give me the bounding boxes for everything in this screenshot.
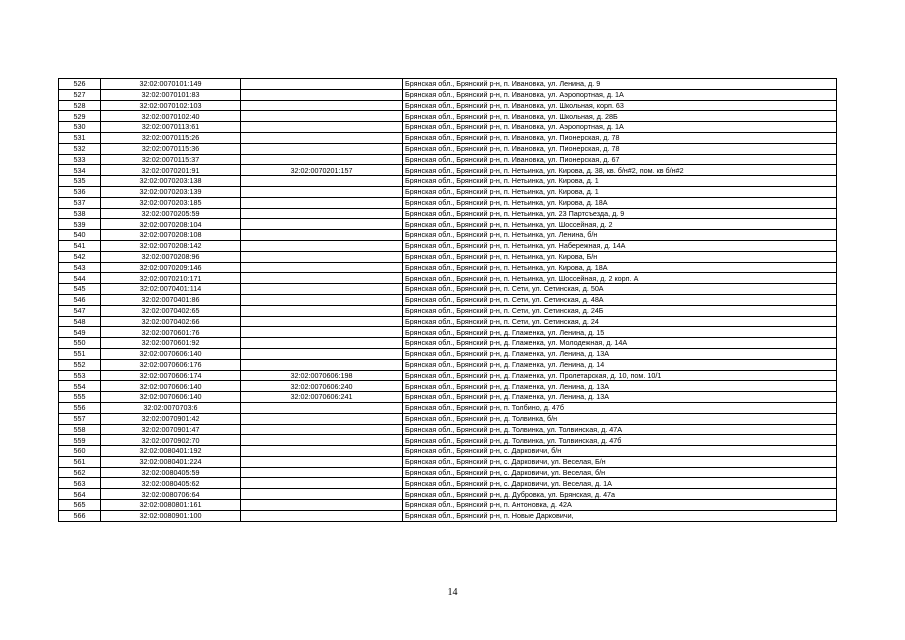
- address-cell: Брянская обл., Брянский р-н, д. Толвинка, б/н: [403, 413, 837, 424]
- row-number-cell: 564: [59, 489, 101, 500]
- row-number-cell: 541: [59, 240, 101, 251]
- address-cell: Брянская обл., Брянский р-н, п. Сети, ул. Сетинская, д. 24: [403, 316, 837, 327]
- related-cadastral-number-cell: [241, 176, 403, 187]
- related-cadastral-number-cell: [241, 478, 403, 489]
- cadastral-number-cell: 32:02:0070601:76: [101, 327, 241, 338]
- row-number-cell: 553: [59, 370, 101, 381]
- related-cadastral-number-cell: [241, 132, 403, 143]
- row-number-cell: 556: [59, 402, 101, 413]
- cadastral-number-cell: 32:02:0070203:139: [101, 186, 241, 197]
- related-cadastral-number-cell: [241, 251, 403, 262]
- row-number-cell: 558: [59, 424, 101, 435]
- cadastral-number-cell: 32:02:0070101:83: [101, 89, 241, 100]
- row-number-cell: 536: [59, 186, 101, 197]
- address-cell: Брянская обл., Брянский р-н, п. Сети, ул. Сетинская, д. 50А: [403, 284, 837, 295]
- table-row: [59, 273, 837, 284]
- address-cell: Брянская обл., Брянский р-н, с. Дарковичи, б/н: [403, 446, 837, 457]
- address-cell: Брянская обл., Брянский р-н, п. Сети, ул. Сетинская, д. 24Б: [403, 305, 837, 316]
- cadastral-number-cell: 32:02:0080405:62: [101, 478, 241, 489]
- cadastral-number-cell: 32:02:0070606:140: [101, 381, 241, 392]
- cadastral-number-cell: 32:02:0070601:92: [101, 338, 241, 349]
- table-row: [59, 294, 837, 305]
- row-number-cell: 561: [59, 456, 101, 467]
- table-row: [59, 489, 837, 500]
- table-row: [59, 392, 837, 403]
- row-number-cell: 542: [59, 251, 101, 262]
- address-cell: Брянская обл., Брянский р-н, д. Глаженка, ул. Ленина, д. 13А: [403, 348, 837, 359]
- cadastral-number-cell: 32:02:0070901:42: [101, 413, 241, 424]
- table-row: [59, 327, 837, 338]
- related-cadastral-number-cell: 32:02:0070606:198: [241, 370, 403, 381]
- cadastral-number-cell: 32:02:0070606:140: [101, 348, 241, 359]
- related-cadastral-number-cell: 32:02:0070606:240: [241, 381, 403, 392]
- row-number-cell: 563: [59, 478, 101, 489]
- row-number-cell: 551: [59, 348, 101, 359]
- cadastral-number-cell: 32:02:0080401:192: [101, 446, 241, 457]
- cadastral-number-cell: 32:02:0070102:103: [101, 100, 241, 111]
- cadastral-number-cell: 32:02:0080405:59: [101, 467, 241, 478]
- cadastral-number-cell: 32:02:0070201:91: [101, 165, 241, 176]
- address-cell: Брянская обл., Брянский р-н, п. Сети, ул. Сетинская, д. 48А: [403, 294, 837, 305]
- related-cadastral-number-cell: [241, 402, 403, 413]
- table-row: [59, 111, 837, 122]
- table-row: [59, 456, 837, 467]
- address-cell: Брянская обл., Брянский р-н, п. Нетьинка, ул. Кирова, д. 1: [403, 186, 837, 197]
- cadastral-number-cell: 32:02:0070401:86: [101, 294, 241, 305]
- related-cadastral-number-cell: [241, 338, 403, 349]
- row-number-cell: 539: [59, 219, 101, 230]
- table-row: [59, 381, 837, 392]
- related-cadastral-number-cell: [241, 262, 403, 273]
- table-row: [59, 262, 837, 273]
- row-number-cell: 566: [59, 510, 101, 521]
- row-number-cell: 548: [59, 316, 101, 327]
- row-number-cell: 532: [59, 143, 101, 154]
- row-number-cell: 559: [59, 435, 101, 446]
- table-row: [59, 154, 837, 165]
- table-row: [59, 305, 837, 316]
- related-cadastral-number-cell: [241, 456, 403, 467]
- table-row: [59, 165, 837, 176]
- table-row: [59, 208, 837, 219]
- cadastral-number-cell: 32:02:0070208:96: [101, 251, 241, 262]
- row-number-cell: 544: [59, 273, 101, 284]
- table-row: [59, 478, 837, 489]
- table-row: [59, 132, 837, 143]
- cadastral-number-cell: 32:02:0070208:142: [101, 240, 241, 251]
- row-number-cell: 557: [59, 413, 101, 424]
- related-cadastral-number-cell: [241, 111, 403, 122]
- related-cadastral-number-cell: [241, 143, 403, 154]
- row-number-cell: 554: [59, 381, 101, 392]
- address-cell: Брянская обл., Брянский р-н, д. Толвинка, ул. Толвинская, д. 47А: [403, 424, 837, 435]
- address-cell: Брянская обл., Брянский р-н, п. Нетьинка, ул. Кирова, д. 1: [403, 176, 837, 187]
- address-cell: Брянская обл., Брянский р-н, с. Дарковичи, ул. Веселая, Б/н: [403, 456, 837, 467]
- row-number-cell: 560: [59, 446, 101, 457]
- property-register-table: [58, 78, 837, 522]
- row-number-cell: 529: [59, 111, 101, 122]
- address-cell: Брянская обл., Брянский р-н, п. Нетьинка, ул. Ленина, б/н: [403, 230, 837, 241]
- cadastral-number-cell: 32:02:0070115:37: [101, 154, 241, 165]
- cadastral-number-cell: 32:02:0070115:26: [101, 132, 241, 143]
- address-cell: Брянская обл., Брянский р-н, п. Нетьинка, ул. Набережная, д. 14А: [403, 240, 837, 251]
- row-number-cell: 555: [59, 392, 101, 403]
- row-number-cell: 565: [59, 500, 101, 511]
- address-cell: Брянская обл., Брянский р-н, п. Ивановка, ул. Школьная, д. 28Б: [403, 111, 837, 122]
- row-number-cell: 547: [59, 305, 101, 316]
- address-cell: Брянская обл., Брянский р-н, д. Глаженка, ул. Ленина, д. 13А: [403, 381, 837, 392]
- address-cell: Брянская обл., Брянский р-н, п. Нетьинка, ул. Кирова, д. 38, кв. б/н#2, пом. кв б/н#2: [403, 165, 837, 176]
- address-cell: Брянская обл., Брянский р-н, д. Глаженка, ул. Молодежная, д. 14А: [403, 338, 837, 349]
- row-number-cell: 549: [59, 327, 101, 338]
- address-cell: Брянская обл., Брянский р-н, п. Ивановка, ул. Пионерская, д. 67: [403, 154, 837, 165]
- table-row: [59, 510, 837, 521]
- table-row: [59, 359, 837, 370]
- related-cadastral-number-cell: [241, 89, 403, 100]
- related-cadastral-number-cell: [241, 446, 403, 457]
- cadastral-number-cell: 32:02:0070205:59: [101, 208, 241, 219]
- row-number-cell: 534: [59, 165, 101, 176]
- cadastral-number-cell: 32:02:0070115:36: [101, 143, 241, 154]
- related-cadastral-number-cell: [241, 240, 403, 251]
- related-cadastral-number-cell: [241, 500, 403, 511]
- row-number-cell: 530: [59, 122, 101, 133]
- table-row: [59, 143, 837, 154]
- table-row: [59, 100, 837, 111]
- table-row: [59, 251, 837, 262]
- table-row: [59, 500, 837, 511]
- table-row: [59, 230, 837, 241]
- cadastral-number-cell: 32:02:0070402:65: [101, 305, 241, 316]
- table-row: [59, 338, 837, 349]
- row-number-cell: 552: [59, 359, 101, 370]
- cadastral-number-cell: 32:02:0070203:185: [101, 197, 241, 208]
- address-cell: Брянская обл., Брянский р-н, п. Нетьинка, ул. Кирова, д. 18А: [403, 197, 837, 208]
- cadastral-number-cell: 32:02:0070606:140: [101, 392, 241, 403]
- row-number-cell: 531: [59, 132, 101, 143]
- cadastral-number-cell: 32:02:0070208:104: [101, 219, 241, 230]
- cadastral-number-cell: 32:02:0070210:171: [101, 273, 241, 284]
- related-cadastral-number-cell: [241, 424, 403, 435]
- related-cadastral-number-cell: [241, 273, 403, 284]
- address-cell: Брянская обл., Брянский р-н, п. Ивановка, ул. Аэропортная, д. 1А: [403, 122, 837, 133]
- related-cadastral-number-cell: 32:02:0070606:241: [241, 392, 403, 403]
- row-number-cell: 527: [59, 89, 101, 100]
- address-cell: Брянская обл., Брянский р-н, п. Ивановка, ул. Пионерская, д. 78: [403, 143, 837, 154]
- row-number-cell: 535: [59, 176, 101, 187]
- table-row: [59, 424, 837, 435]
- related-cadastral-number-cell: [241, 489, 403, 500]
- cadastral-number-cell: 32:02:0070902:70: [101, 435, 241, 446]
- related-cadastral-number-cell: [241, 284, 403, 295]
- row-number-cell: 562: [59, 467, 101, 478]
- row-number-cell: 543: [59, 262, 101, 273]
- address-cell: Брянская обл., Брянский р-н, д. Глаженка, ул. Ленина, д. 14: [403, 359, 837, 370]
- address-cell: Брянская обл., Брянский р-н, п. Нетьинка, ул. Кирова, Б/н: [403, 251, 837, 262]
- cadastral-number-cell: 32:02:0070113:61: [101, 122, 241, 133]
- table-row: [59, 186, 837, 197]
- table-row: [59, 197, 837, 208]
- related-cadastral-number-cell: [241, 219, 403, 230]
- row-number-cell: 528: [59, 100, 101, 111]
- related-cadastral-number-cell: [241, 413, 403, 424]
- address-cell: Брянская обл., Брянский р-н, п. Нетьинка, ул. 23 Партсъезда, д. 9: [403, 208, 837, 219]
- related-cadastral-number-cell: 32:02:0070201:157: [241, 165, 403, 176]
- cadastral-number-cell: 32:02:0070102:40: [101, 111, 241, 122]
- table-row: [59, 79, 837, 90]
- table-row: [59, 89, 837, 100]
- related-cadastral-number-cell: [241, 208, 403, 219]
- address-cell: Брянская обл., Брянский р-н, п. Толбино, д. 47б: [403, 402, 837, 413]
- table-row: [59, 467, 837, 478]
- table-row: [59, 348, 837, 359]
- row-number-cell: 537: [59, 197, 101, 208]
- address-cell: Брянская обл., Брянский р-н, п. Ивановка, ул. Аэропортная, д. 1А: [403, 89, 837, 100]
- related-cadastral-number-cell: [241, 510, 403, 521]
- related-cadastral-number-cell: [241, 122, 403, 133]
- table-row: [59, 435, 837, 446]
- address-cell: Брянская обл., Брянский р-н, п. Ивановка, ул. Пионерская, д. 78: [403, 132, 837, 143]
- table-row: [59, 122, 837, 133]
- cadastral-number-cell: 32:02:0070101:149: [101, 79, 241, 90]
- page-number: 14: [447, 587, 458, 598]
- cadastral-number-cell: 32:02:0070901:47: [101, 424, 241, 435]
- related-cadastral-number-cell: [241, 186, 403, 197]
- row-number-cell: 526: [59, 79, 101, 90]
- related-cadastral-number-cell: [241, 348, 403, 359]
- related-cadastral-number-cell: [241, 154, 403, 165]
- address-cell: Брянская обл., Брянский р-н, п. Нетьинка, ул. Шоссейная, д. 2: [403, 219, 837, 230]
- row-number-cell: 533: [59, 154, 101, 165]
- row-number-cell: 540: [59, 230, 101, 241]
- address-cell: Брянская обл., Брянский р-н, п. Нетьинка, ул. Кирова, д. 18А: [403, 262, 837, 273]
- cadastral-number-cell: 32:02:0070401:114: [101, 284, 241, 295]
- related-cadastral-number-cell: [241, 467, 403, 478]
- cadastral-number-cell: 32:02:0080401:224: [101, 456, 241, 467]
- row-number-cell: 545: [59, 284, 101, 295]
- cadastral-number-cell: 32:02:0070203:138: [101, 176, 241, 187]
- register-body: [59, 79, 837, 522]
- related-cadastral-number-cell: [241, 100, 403, 111]
- related-cadastral-number-cell: [241, 197, 403, 208]
- address-cell: Брянская обл., Брянский р-н, д. Толвинка, ул. Толвинская, д. 47б: [403, 435, 837, 446]
- address-cell: Брянская обл., Брянский р-н, п. Антоновка, д. 42А: [403, 500, 837, 511]
- related-cadastral-number-cell: [241, 79, 403, 90]
- table-row: [59, 413, 837, 424]
- table-row: [59, 240, 837, 251]
- related-cadastral-number-cell: [241, 316, 403, 327]
- related-cadastral-number-cell: [241, 305, 403, 316]
- row-number-cell: 546: [59, 294, 101, 305]
- cadastral-number-cell: 32:02:0070703:6: [101, 402, 241, 413]
- cadastral-number-cell: 32:02:0070209:146: [101, 262, 241, 273]
- cadastral-number-cell: 32:02:0070606:176: [101, 359, 241, 370]
- row-number-cell: 550: [59, 338, 101, 349]
- table-row: [59, 284, 837, 295]
- table-row: [59, 316, 837, 327]
- related-cadastral-number-cell: [241, 327, 403, 338]
- row-number-cell: 538: [59, 208, 101, 219]
- address-cell: Брянская обл., Брянский р-н, с. Дарковичи, ул. Веселая, д. 1А: [403, 478, 837, 489]
- address-cell: Брянская обл., Брянский р-н, п. Ивановка, ул. Ленина, д. 9: [403, 79, 837, 90]
- related-cadastral-number-cell: [241, 359, 403, 370]
- address-cell: Брянская обл., Брянский р-н, д. Глаженка, ул. Пролетарская, д. 10, пом. 10/1: [403, 370, 837, 381]
- table-row: [59, 176, 837, 187]
- related-cadastral-number-cell: [241, 435, 403, 446]
- related-cadastral-number-cell: [241, 230, 403, 241]
- cadastral-number-cell: 32:02:0070606:174: [101, 370, 241, 381]
- address-cell: Брянская обл., Брянский р-н, п. Нетьинка, ул. Шоссейная, д. 2 корп. А: [403, 273, 837, 284]
- address-cell: Брянская обл., Брянский р-н, д. Глаженка, ул. Ленина, д. 15: [403, 327, 837, 338]
- address-cell: Брянская обл., Брянский р-н, п. Новые Дарковичи,: [403, 510, 837, 521]
- table-row: [59, 219, 837, 230]
- table-row: [59, 446, 837, 457]
- cadastral-number-cell: 32:02:0080901:100: [101, 510, 241, 521]
- table-row: [59, 370, 837, 381]
- cadastral-number-cell: 32:02:0080706:64: [101, 489, 241, 500]
- related-cadastral-number-cell: [241, 294, 403, 305]
- cadastral-number-cell: 32:02:0080801:161: [101, 500, 241, 511]
- address-cell: Брянская обл., Брянский р-н, д. Глаженка, ул. Ленина, д. 13А: [403, 392, 837, 403]
- cadastral-number-cell: 32:02:0070208:108: [101, 230, 241, 241]
- cadastral-number-cell: 32:02:0070402:66: [101, 316, 241, 327]
- address-cell: Брянская обл., Брянский р-н, п. Ивановка, ул. Школьная, корп. 63: [403, 100, 837, 111]
- address-cell: Брянская обл., Брянский р-н, д. Дубровка, ул. Брянская, д. 47а: [403, 489, 837, 500]
- table-row: [59, 402, 837, 413]
- address-cell: Брянская обл., Брянский р-н, с. Дарковичи, ул. Веселая, б/н: [403, 467, 837, 478]
